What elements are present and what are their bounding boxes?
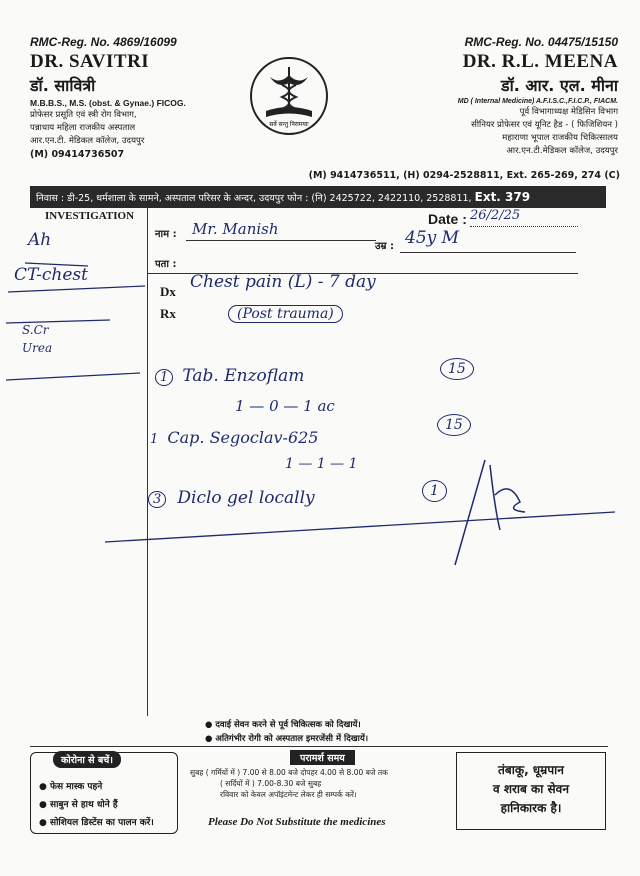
med-number: 3 <box>148 491 166 508</box>
timing-details <box>190 767 388 800</box>
right-doctor-line1: पूर्व विभागाध्यक्ष मेडिसिन विभाग <box>519 107 618 117</box>
med-dose: 1 — 0 — 1 ac <box>235 397 335 415</box>
tobacco-line: हानिकारक है। <box>500 801 562 815</box>
med-number: 1 <box>150 432 159 447</box>
footer-divider <box>30 746 608 747</box>
left-doctor-name-hindi: डॉ. सावित्री <box>30 76 96 95</box>
med-qty: 15 <box>440 358 474 380</box>
note-line: ● अतिगंभीर रोगी को अस्पताल इमरजेंसी में दिखायें। <box>205 734 369 744</box>
right-doctor-phones: (M) 9414736511, (H) 0294-2528811, Ext. 265-269, 274 (C) <box>308 170 620 181</box>
diagnosis-text: Chest pain (L) - 7 day <box>190 272 376 292</box>
right-doctor-line4: आर.एन.टी.मेडिकल कॉलेज, उदयपुर <box>506 146 618 156</box>
note-line: ● दवाई सेवन करने से पूर्व चिकित्सक को दिखायें। <box>205 720 361 730</box>
left-doctor-name: DR. SAVITRI <box>30 51 150 72</box>
med-dose: 1 — 1 — 1 <box>285 456 358 472</box>
left-doctor-line3: आर.एन.टी. मेडिकल कॉलेज, उदयपुर <box>30 136 145 146</box>
corona-item-text: साबुन से हाथ धोने हैं <box>50 800 118 810</box>
medication-1 <box>155 366 475 386</box>
left-doctor-qualification: M.B.B.S., M.S. (obst. & Gynae.) FICOG. <box>30 98 186 108</box>
med-name: Tab. Enzoflam <box>182 366 305 386</box>
corona-item: ● फेस मास्क पहने <box>39 782 103 792</box>
right-doctor-name-hindi: डॉ. आर. एल. मीना <box>501 76 618 95</box>
right-doctor-header <box>348 35 618 157</box>
name-label: नाम : <box>155 229 177 240</box>
med-qty: 15 <box>437 414 471 436</box>
date-line <box>470 226 578 228</box>
corona-title: कोरोना से बचें। <box>53 751 121 768</box>
med-name: Cap. Segoclav-625 <box>167 428 319 447</box>
right-doctor-line2: सीनियर प्रोफेसर एवं यूनिट हैड - ( फिजिशियन ) <box>471 120 618 130</box>
rx-symbol: Rx <box>160 306 176 321</box>
substitute-warning: Please Do Not Substitute the medicines <box>208 816 386 828</box>
right-doctor-reg: RMC-Reg. No. 04475/15150 <box>464 35 618 49</box>
age-line <box>400 252 576 253</box>
address-ext: Ext. 379 <box>474 190 531 204</box>
address-label: पता : <box>155 259 177 270</box>
patient-age: 45y M <box>405 228 460 248</box>
left-doctor-mobile: (M) 09414736507 <box>30 149 125 160</box>
dx-symbol: Dx <box>160 284 176 299</box>
tobacco-line: तंबाकू, धूम्रपान <box>498 763 564 777</box>
history-text: (Post trauma) <box>228 305 343 323</box>
caduceus-emblem-icon <box>248 55 330 137</box>
right-doctor-name: DR. R.L. MEENA <box>462 51 618 72</box>
left-doctor-line2: पन्नाधाय महिला राजकीय अस्पताल <box>30 123 136 133</box>
patient-name: Mr. Manish <box>192 220 279 238</box>
name-line <box>186 240 376 241</box>
residence-address-bar <box>30 186 606 208</box>
corona-item-text: सोशियल डिस्टेंस का पालन करें। <box>50 818 154 828</box>
timing-title: परामर्श समय <box>290 750 355 765</box>
visit-date: 26/2/25 <box>470 208 521 223</box>
timing-line: ( सर्दियों में ) 7.00-8.30 बजे सुबह <box>220 779 322 788</box>
timing-line: सुबह ( गर्मियों में ) 7.00 से 8.00 बजे दोपहर 4.00 से 8.00 बजे तक <box>190 768 388 777</box>
right-doctor-line3: महाराणा भूपाल राजकीय चिकित्सालय <box>502 133 618 143</box>
investigation-item: S.Cr <box>22 323 49 337</box>
corona-item-text: फेस मास्क पहने <box>50 782 103 792</box>
corona-item: ● साबुन से हाथ धोने हैं <box>39 800 118 810</box>
med-name: Diclo gel locally <box>177 488 315 508</box>
right-doctor-qualification: MD ( Internal Medicine) A.F.I.S.C.,F.I.C.P., FIACM. <box>457 98 618 105</box>
tobacco-warning-box <box>456 752 606 830</box>
address-text: निवास : डी-25, धर्मशाला के सामने, अस्पताल परिसर के अन्दर, उदयपुर फोन : (नि) 2425722, 2422110, 2528811, <box>36 193 472 204</box>
med-number: 1 <box>155 369 173 386</box>
corona-item: ● सोशियल डिस्टेंस का पालन करें। <box>39 818 154 828</box>
date-label: Date : <box>428 211 467 227</box>
tobacco-line: व शराब का सेवन <box>492 782 569 796</box>
age-label: उम्र : <box>375 241 394 252</box>
investigation-underlines <box>0 240 150 390</box>
timing-line: रविवार को केवल अपॉइंटमेन्ट लेकर ही सम्पर्क करें। <box>220 790 357 799</box>
emblem-motto: सर्वे सन्तु निरामयाः <box>269 121 309 128</box>
left-doctor-reg: RMC-Reg. No. 4869/16099 <box>30 35 177 49</box>
investigation-label: INVESTIGATION <box>45 210 135 222</box>
investigation-item: Ah <box>28 230 52 250</box>
signature-strokes <box>100 440 630 580</box>
investigation-item: CT-chest <box>14 265 88 285</box>
med-qty: 1 <box>422 480 447 502</box>
instruction-notes <box>205 718 368 746</box>
left-doctor-header <box>30 35 260 160</box>
left-doctor-line1: प्रोफेसर प्रसूति एवं स्त्री रोग विभाग, <box>30 110 137 120</box>
investigation-item: Urea <box>22 341 53 355</box>
corona-advice-box <box>30 752 178 834</box>
